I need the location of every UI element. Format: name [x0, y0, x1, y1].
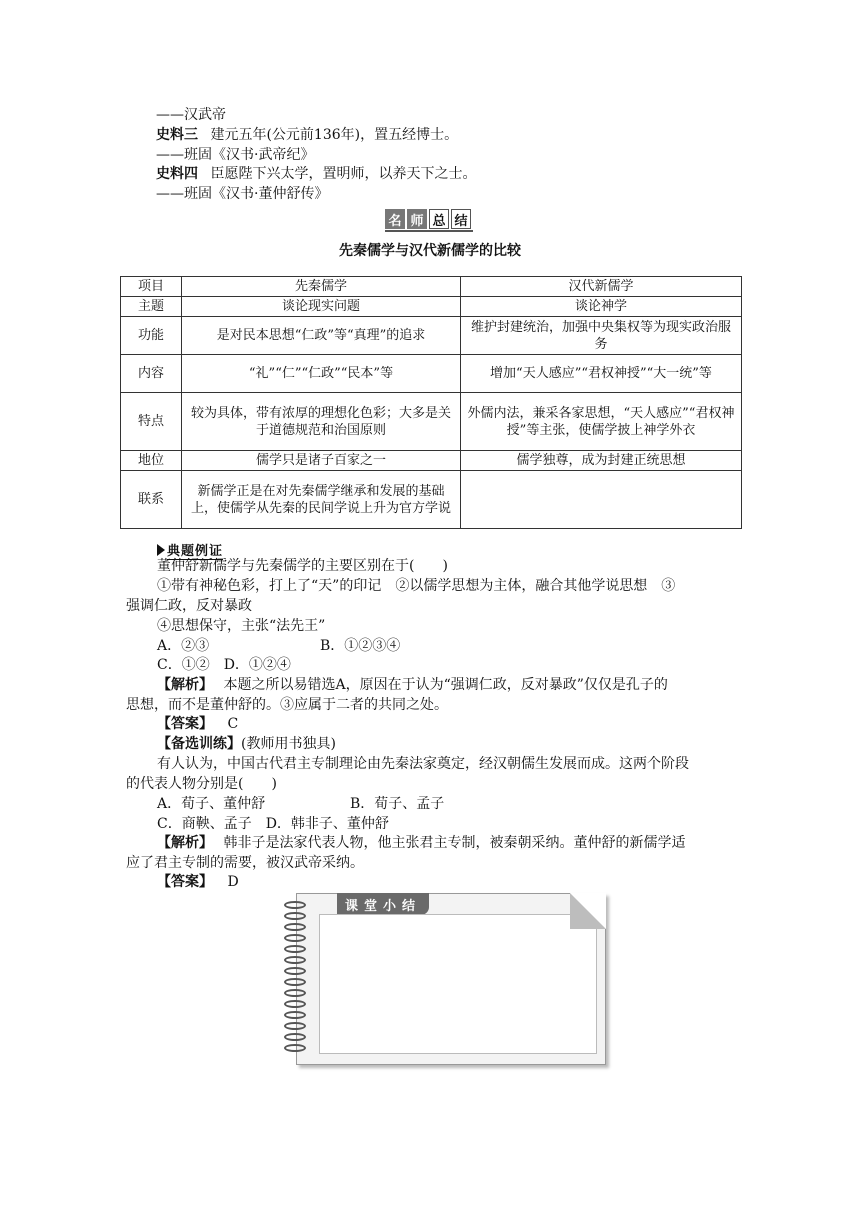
answer [157, 715, 238, 733]
analysis-text: 应了君主专制的需要，被汉武帝采纳。 [126, 855, 364, 871]
option-b: B．①②③④ [320, 638, 401, 654]
table-header-row [121, 277, 742, 297]
analysis-text: 韩非子是法家代表人物，他主张君主专制，被秦朝采纳。董仲舒的新儒学适 [223, 835, 686, 851]
analysis [157, 834, 685, 852]
option-cd: C．①② D．①②④ [157, 657, 291, 673]
answer-label: 【答案】 [157, 874, 213, 890]
source-attribution: ——班固《汉书·董仲舒传》 [156, 186, 329, 202]
source-attribution: ——班固《汉书·武帝纪》 [156, 147, 315, 163]
table-cell: “礼”“仁”“仁政”“民本”等 [182, 355, 461, 393]
notebook-page [296, 893, 606, 1065]
table-cell: 地位 [121, 451, 182, 471]
question-stem: 有人认为，中国古代君主专制理论由先秦法家奠定，经汉朝儒生发展而成。这两个阶段 [157, 756, 689, 772]
table-row [121, 297, 742, 317]
table-row [121, 393, 742, 451]
banner-char: 结 [451, 209, 471, 229]
option-a: A．②③ [157, 638, 210, 654]
question-line: ④思想保守，主张“法先王” [157, 618, 326, 634]
table-row [121, 471, 742, 529]
source-item [156, 165, 476, 183]
table-cell: 较为具体，带有浓厚的理想化色彩；大多是关于道德规范和治国原则 [182, 393, 461, 451]
option-cd: C．商鞅、孟子 D．韩非子、董仲舒 [157, 816, 389, 832]
table-cell [461, 471, 742, 529]
table-cell: 特点 [121, 393, 182, 451]
option-b: B．荀子、孟子 [350, 796, 445, 812]
answer-value: C [227, 716, 239, 732]
table-cell: 联系 [121, 471, 182, 529]
table-title: 先秦儒学与汉代新儒学的比较 [339, 243, 521, 259]
table-cell: 新儒学正是在对先秦儒学继承和发展的基础上，使儒学从先秦的民间学说上升为官方学说 [182, 471, 461, 529]
banner-char: 名 [385, 209, 405, 229]
example-tag-label: 典题例证 [167, 540, 223, 560]
table-cell: 儒学只是诸子百家之一 [182, 451, 461, 471]
table-cell: 儒学独尊，成为封建正统思想 [461, 451, 742, 471]
question-stem: 的代表人物分别是( ) [126, 776, 277, 792]
table-row [121, 317, 742, 355]
table-cell: 谈论现实问题 [182, 297, 461, 317]
table-cell: 功能 [121, 317, 182, 355]
banner-char: 师 [407, 209, 427, 229]
analysis-label: 【解析】 [157, 835, 213, 851]
table-header-cell: 汉代新儒学 [461, 277, 742, 297]
notebook-tab: 课堂小结 [337, 893, 429, 915]
source-label: 史料四 [156, 166, 198, 182]
answer-value: D [227, 874, 239, 890]
table-row [121, 355, 742, 393]
source-label: 史料三 [156, 127, 198, 143]
table-cell: 维护封建统治，加强中央集权等为现实政治服务 [461, 317, 742, 355]
table-cell: 是对民本思想“仁政”等“真理”的追求 [182, 317, 461, 355]
source-item [156, 126, 458, 144]
source-attribution: ——汉武帝 [156, 107, 226, 123]
table-header-cell: 项目 [121, 277, 182, 297]
class-summary-notebook [284, 893, 606, 1065]
banner-underline [385, 230, 473, 232]
analysis [157, 676, 668, 694]
backup-training-label: 【备选训练】 [157, 736, 241, 752]
table-cell: 内容 [121, 355, 182, 393]
answer [157, 873, 239, 891]
question-line: 强调仁政，反对暴政 [126, 598, 252, 614]
triangle-icon [157, 544, 165, 556]
backup-training-note: (教师用书独具) [241, 736, 336, 752]
table-cell: 外儒内法，兼采各家思想，“天人感应”“君权神授”等主张，使儒学披上神学外衣 [461, 393, 742, 451]
section-banner [385, 208, 473, 230]
question-stem: 董仲舒新儒学与先秦儒学的主要区别在于( ) [157, 558, 448, 574]
page-curl-icon [570, 893, 606, 929]
answer-label: 【答案】 [157, 716, 213, 732]
banner-char: 总 [429, 209, 449, 229]
spiral-binding-icon [284, 901, 308, 1055]
source-text: 建元五年(公元前136年)，置五经博士。 [210, 127, 459, 143]
notebook-writing-area [319, 914, 597, 1054]
table-cell: 谈论神学 [461, 297, 742, 317]
analysis-label: 【解析】 [157, 677, 213, 693]
table-header-cell: 先秦儒学 [182, 277, 461, 297]
comparison-table [120, 276, 742, 529]
table-cell: 增加“天人感应”“君权神授”“大一统”等 [461, 355, 742, 393]
source-text: 臣愿陛下兴太学，置明师，以养天下之士。 [210, 166, 477, 182]
analysis-text: 本题之所以易错选A，原因在于认为“强调仁政，反对暴政”仅仅是孔子的 [223, 677, 668, 693]
question-line: ①带有神秘色彩，打上了“天”的印记 ②以儒学思想为主体，融合其他学说思想 ③ [157, 578, 676, 594]
table-cell: 主题 [121, 297, 182, 317]
backup-training-header [157, 735, 336, 753]
table-row [121, 451, 742, 471]
option-a: A．荀子、董仲舒 [157, 796, 266, 812]
analysis-text: 思想，而不是董仲舒的。③应属于二者的共同之处。 [126, 697, 448, 713]
